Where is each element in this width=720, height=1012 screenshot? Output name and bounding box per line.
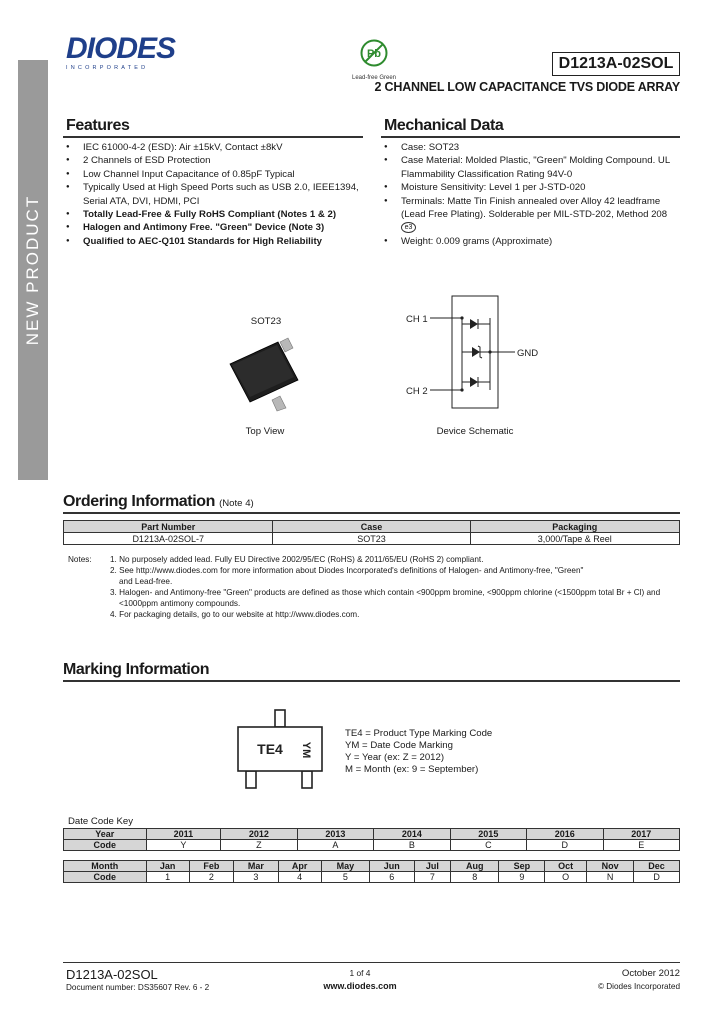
note-line: <1000ppm antimony compounds. bbox=[119, 599, 241, 608]
footer-date: October 2012 bbox=[621, 968, 680, 979]
table-cell: N bbox=[587, 872, 634, 883]
table-cell: Code bbox=[64, 840, 147, 851]
marking-package-diagram bbox=[232, 708, 332, 792]
table-header: Feb bbox=[189, 861, 233, 872]
table-header: Jul bbox=[414, 861, 451, 872]
footer-copyright: © Diodes Incorporated bbox=[597, 982, 680, 991]
ordering-note-ref: (Note 4) bbox=[219, 498, 254, 509]
mechanical-list bbox=[381, 141, 680, 248]
table-cell: E bbox=[603, 840, 679, 851]
table-header: 2014 bbox=[374, 829, 450, 840]
logo-word: DIODES bbox=[66, 32, 176, 65]
table-cell: Code bbox=[64, 872, 147, 883]
date-code-key-label: Date Code Key bbox=[68, 816, 134, 827]
table-header: Part Number bbox=[64, 521, 273, 533]
logo-subtitle: INCORPORATED bbox=[66, 65, 149, 71]
e3-icon: e3 bbox=[401, 222, 416, 233]
table-cell: 4 bbox=[278, 872, 321, 883]
pb-symbol: Pb bbox=[366, 48, 382, 60]
sidebar-label: NEW PRODUCT bbox=[23, 194, 43, 346]
note-line: and Lead-free. bbox=[119, 577, 173, 586]
table-header-row bbox=[64, 521, 680, 533]
footer-page-number: 1 of 4 bbox=[349, 968, 371, 978]
table-cell: D bbox=[634, 872, 680, 883]
table-cell: SOT23 bbox=[273, 533, 470, 545]
note-line: 3. Halogen- and Antimony-free "Green" products are defined as those which contain <900ppm bromine, <900ppm chlorine (<1500ppm total Br + Cl) and bbox=[110, 588, 661, 597]
ch1-label: CH 1 bbox=[406, 314, 428, 325]
mechanical-item: ● Case Material: Molded Plastic, "Green" Molding Compound. UL Flammability Classification Rating 94V-0 bbox=[381, 154, 680, 181]
schematic-caption: Device Schematic bbox=[436, 426, 514, 437]
marking-line: Y = Year (ex: Z = 2012) bbox=[345, 752, 445, 763]
ordering-heading: Ordering Information (Note 4) bbox=[63, 493, 254, 510]
marking-code: TE4 bbox=[257, 741, 283, 757]
table-header: Dec bbox=[634, 861, 680, 872]
marking-date-code: YM bbox=[300, 741, 312, 759]
year-code-table bbox=[63, 828, 680, 851]
feature-item: ● Typically Used at High Speed Ports such as USB 2.0, IEEE1394, Serial ATA, DVI, HDMI, PCI bbox=[63, 181, 363, 208]
marking-line: YM = Date Code Marking bbox=[345, 740, 453, 751]
features-rule bbox=[63, 136, 363, 138]
table-header: Oct bbox=[545, 861, 587, 872]
ordering-notes bbox=[68, 554, 660, 620]
table-header: Month bbox=[64, 861, 147, 872]
table-cell: Z bbox=[221, 840, 297, 851]
features-list bbox=[63, 141, 363, 248]
table-header: 2015 bbox=[450, 829, 526, 840]
marking-line: TE4 = Product Type Marking Code bbox=[345, 728, 493, 739]
table-header: Packaging bbox=[470, 521, 679, 533]
table-header: Aug bbox=[451, 861, 499, 872]
table-header-row bbox=[64, 829, 680, 840]
feature-item: ● Qualified to AEC-Q101 Standards for High Reliability bbox=[63, 235, 363, 248]
table-header: Case bbox=[273, 521, 470, 533]
table-header: 2012 bbox=[221, 829, 297, 840]
table-cell: D1213A-02SOL-7 bbox=[64, 533, 273, 545]
sot23-package-image bbox=[222, 330, 312, 420]
table-cell: Y bbox=[146, 840, 221, 851]
table-cell: 6 bbox=[370, 872, 414, 883]
mechanical-item: ● Weight: 0.009 grams (Approximate) bbox=[381, 235, 680, 248]
feature-item: ● Low Channel Input Capacitance of 0.85pF Typical bbox=[63, 168, 363, 181]
table-row bbox=[64, 840, 680, 851]
table-header: May bbox=[321, 861, 369, 872]
ch2-label: CH 2 bbox=[406, 386, 428, 397]
table-header: Nov bbox=[587, 861, 634, 872]
table-cell: B bbox=[374, 840, 450, 851]
table-header: Year bbox=[64, 829, 147, 840]
notes-label: Notes: bbox=[68, 555, 92, 564]
table-header: Apr bbox=[278, 861, 321, 872]
table-header: Mar bbox=[234, 861, 278, 872]
lead-free-caption: Lead-free Green bbox=[351, 75, 397, 81]
marking-heading: Marking Information bbox=[63, 661, 210, 678]
feature-item: ● 2 Channels of ESD Protection bbox=[63, 154, 363, 167]
marking-rule bbox=[63, 680, 680, 682]
table-header: 2011 bbox=[146, 829, 221, 840]
table-header: Jun bbox=[370, 861, 414, 872]
footer-rule bbox=[63, 962, 680, 963]
note-line: 1. No purposely added lead. Fully EU Directive 2002/95/EC (RoHS) & 2011/65/EU (RoHS 2) compliant. bbox=[110, 555, 484, 564]
mechanical-item: ● Moisture Sensitivity: Level 1 per J-STD-020 bbox=[381, 181, 680, 194]
table-cell: 8 bbox=[451, 872, 499, 883]
table-cell: 3 bbox=[234, 872, 278, 883]
table-cell: 9 bbox=[499, 872, 545, 883]
table-header: 2013 bbox=[297, 829, 373, 840]
table-cell: O bbox=[545, 872, 587, 883]
device-schematic-diagram bbox=[400, 294, 560, 414]
month-code-table bbox=[63, 860, 680, 883]
mechanical-rule bbox=[381, 136, 680, 138]
table-header: Jan bbox=[146, 861, 189, 872]
ordering-rule bbox=[63, 512, 680, 514]
document-title: 2 CHANNEL LOW CAPACITANCE TVS DIODE ARRAY bbox=[374, 80, 680, 94]
table-row bbox=[64, 872, 680, 883]
note-line: 2. See http://www.diodes.com for more information about Diodes Incorporated's definitions of Halogen- and Antimony-free, "Green" bbox=[110, 566, 584, 575]
table-cell: 2 bbox=[189, 872, 233, 883]
table-cell: C bbox=[450, 840, 526, 851]
ordering-table bbox=[63, 520, 680, 545]
table-cell: 5 bbox=[321, 872, 369, 883]
table-cell: 7 bbox=[414, 872, 451, 883]
lead-free-badge bbox=[344, 38, 404, 81]
marking-line: M = Month (ex: 9 = September) bbox=[345, 764, 479, 775]
lead-free-icon bbox=[359, 38, 389, 68]
mechanical-item: ● Case: SOT23 bbox=[381, 141, 680, 154]
table-cell: D bbox=[527, 840, 603, 851]
table-row bbox=[64, 533, 680, 545]
package-caption: Top View bbox=[245, 426, 285, 437]
table-header-row bbox=[64, 861, 680, 872]
gnd-label: GND bbox=[517, 348, 539, 359]
features-heading: Features bbox=[66, 117, 130, 134]
table-cell: A bbox=[297, 840, 373, 851]
table-cell: 1 bbox=[146, 872, 189, 883]
note-line: 4. For packaging details, go to our website at http://www.diodes.com. bbox=[110, 610, 360, 619]
diodes-logo bbox=[66, 34, 175, 71]
mechanical-heading: Mechanical Data bbox=[384, 117, 504, 134]
mechanical-item: ● Terminals: Matte Tin Finish annealed over Alloy 42 leadframe (Lead Free Plating). Solderable per MIL-STD-202, Method 208 e3 bbox=[381, 195, 680, 235]
feature-item: ● IEC 61000-4-2 (ESD): Air ±15kV, Contact ±8kV bbox=[63, 141, 363, 154]
table-header: Sep bbox=[499, 861, 545, 872]
table-cell: 3,000/Tape & Reel bbox=[470, 533, 679, 545]
footer-website-link[interactable]: www.diodes.com bbox=[323, 981, 397, 991]
footer-part-number: D1213A-02SOL bbox=[66, 967, 158, 982]
part-number-box: D1213A-02SOL bbox=[552, 52, 680, 76]
feature-item: ● Halogen and Antimony Free. "Green" Device (Note 3) bbox=[63, 221, 363, 234]
table-header: 2017 bbox=[603, 829, 679, 840]
table-header: 2016 bbox=[527, 829, 603, 840]
package-label: SOT23 bbox=[250, 316, 282, 327]
feature-item: ● Totally Lead-Free & Fully RoHS Compliant (Notes 1 & 2) bbox=[63, 208, 363, 221]
footer-document-number: Document number: DS35607 Rev. 6 - 2 bbox=[66, 983, 210, 992]
marking-description bbox=[345, 728, 492, 776]
